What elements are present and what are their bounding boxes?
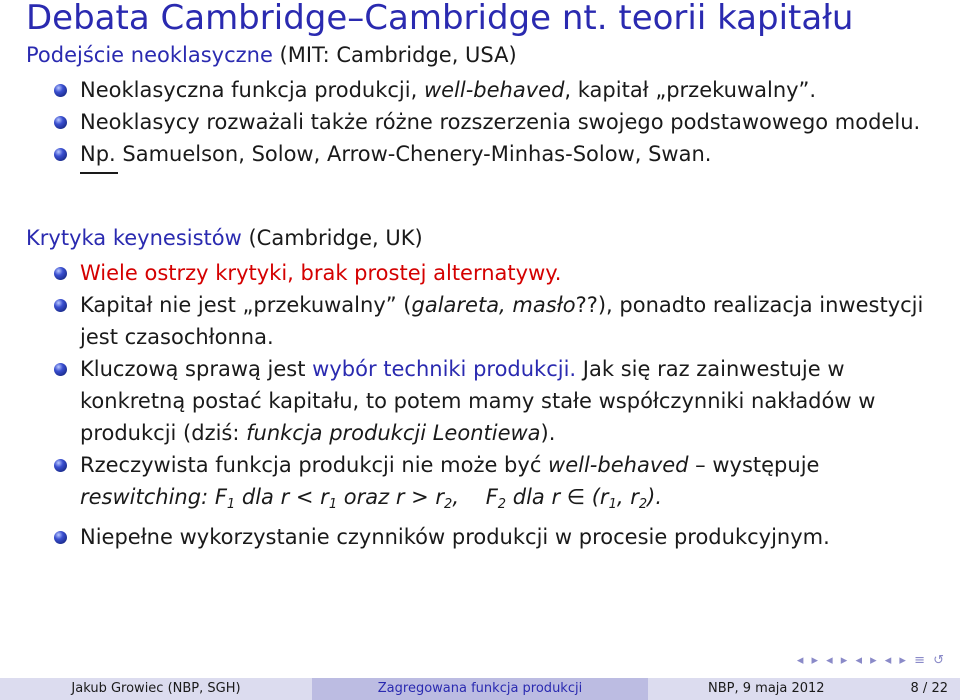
block-heading-neoclassical [26,43,517,67]
math-subscript: 2 [444,497,453,512]
block-heading-plain: (Cambridge, UK) [241,226,423,250]
list-item [54,449,944,521]
footer-page-number: 8 / 22 [910,681,948,696]
item-text: Kapitał nie jest „przekuwalny” ( [80,293,412,317]
footer-talk-title: Zagregowana funkcja produkcji [312,678,648,700]
math-subscript: 1 [608,497,617,512]
block-heading-plain: (MIT: Cambridge, USA) [272,43,517,67]
np-abbreviation: Np. [80,142,116,166]
beamer-navigation-icons[interactable]: ◂ ▸ ◂ ▸ ◂ ▸ ◂ ▸ ≡ ↺ [796,653,946,668]
item-text: Neoklasycy rozważali także różne rozszerzenia swojego podstawowego modelu. [80,110,921,134]
math-part: : F [201,485,227,509]
bullet-ball-icon [54,363,67,376]
block-heading-colored: Krytyka keynesistów [26,226,242,250]
item-text: Jak się raz zainwestuje w konkretną postać kapitału, to potem mamy stałe współczynniki nakładów w produkcji (dziś: [80,357,876,445]
footer-right [648,678,960,700]
bullet-ball-icon [54,84,67,97]
list-item [54,74,944,106]
math-part: dla r < r [235,485,329,509]
item-text: – występuje [688,453,820,477]
footer-author: Jakub Growiec (NBP, SGH) [0,678,312,700]
math-part: , F [452,485,498,509]
list-item [54,289,944,353]
math-part: ). [647,485,662,509]
list-item [54,138,944,170]
math-subscript: 1 [226,497,236,512]
list-item [54,257,944,289]
neoclassical-list [54,74,944,170]
item-italic: reswitching [80,485,202,509]
item-italic: galareta, masło [411,293,576,317]
bullet-ball-icon [54,116,67,129]
bullet-ball-icon [54,267,67,280]
item-alert-text: Wiele ostrzy krytyki, brak prostej alternatywy. [80,261,562,285]
block-heading-keynesian [26,226,423,250]
footer-bar [0,678,960,700]
bullet-ball-icon [54,459,67,472]
bullet-ball-icon [54,148,67,161]
item-text: Neoklasyczna funkcja produkcji, [80,78,424,102]
list-item [54,353,944,449]
item-highlight: wybór techniki produkcji. [312,357,577,381]
block-heading-colored: Podejście neoklasyczne [26,43,273,67]
item-text: , kapitał „przekuwalny”. [564,78,817,102]
item-italic: well-behaved [548,453,689,477]
bullet-ball-icon [54,531,67,544]
item-italic: well-behaved [423,78,565,102]
item-text: Samuelson, Solow, Arrow-Chenery-Minhas-Solow, Swan. [115,142,712,166]
math-subscript: 2 [638,497,648,512]
reswitching-formula [201,485,662,512]
item-text: ??), ponadto realizacja inwestycji jest czasochłonna. [80,293,924,349]
math-part: , r [616,485,639,509]
bullet-ball-icon [54,299,67,312]
keynesian-list [54,257,944,553]
math-subscript: 1 [328,497,338,512]
item-text: Rzeczywista funkcja produkcji nie może być [80,453,549,477]
item-text: ). [540,421,556,445]
math-subscript: 2 [497,497,507,512]
footer-date: NBP, 9 maja 2012 [708,681,825,696]
list-item [54,106,944,138]
item-text: Kluczową sprawą jest [80,357,313,381]
item-text: Niepełne wykorzystanie czynników produkcji w procesie produkcyjnym. [80,525,830,549]
math-part: dla r ∈ (r [506,485,609,509]
math-part: oraz r > r [337,485,445,509]
item-italic: funkcja produkcji Leontiewa [246,421,541,445]
slide-title: Debata Cambridge–Cambridge nt. teorii kapitału [26,0,854,38]
list-item [54,521,944,553]
